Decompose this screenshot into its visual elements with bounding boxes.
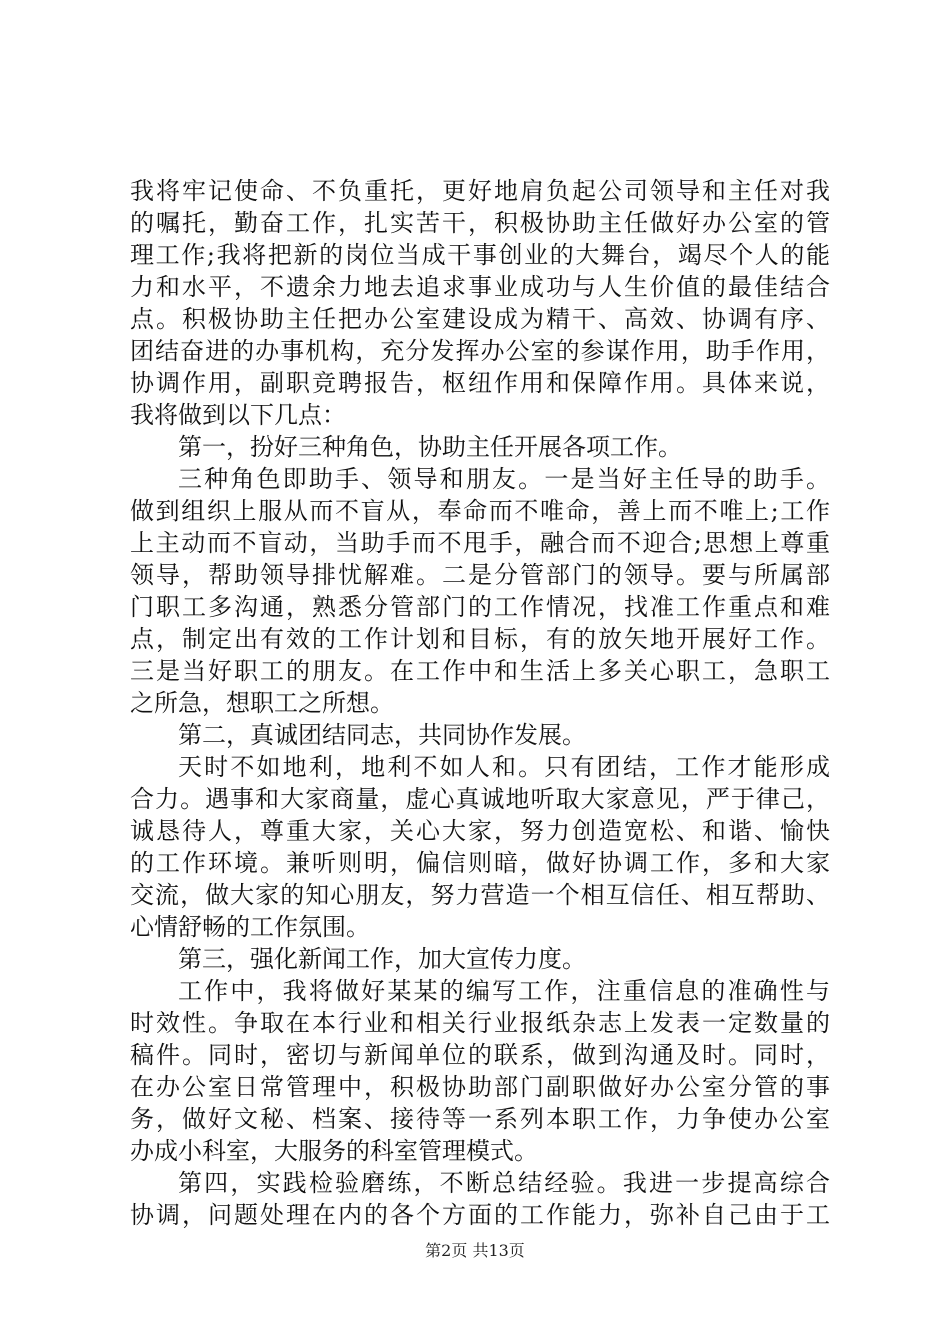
text-line: 天时不如地利，地利不如人和。只有团结，工作才能形成: [178, 753, 830, 781]
section-heading-4: 第四，实践检验磨练，不断总结经验。我进一步提高综合: [178, 1169, 830, 1197]
text-line: 稿件。同时，密切与新闻单位的联系，做到沟通及时。同时，: [130, 1041, 830, 1069]
text-line: 力和水平，不遗余力地去追求事业成功与人生价值的最佳结合: [130, 273, 830, 301]
text-line: 心情舒畅的工作氛围。: [130, 913, 370, 941]
text-line: 交流，做大家的知心朋友，努力营造一个相互信任、相互帮助、: [130, 881, 830, 909]
text-line: 点，制定出有效的工作计划和目标，有的放矢地开展好工作。: [130, 625, 830, 653]
text-line: 做到组织上服从而不盲从，奉命而不唯命，善上而不唯上;工作: [130, 497, 830, 525]
text-line: 协调作用，副职竞聘报告，枢纽作用和保障作用。具体来说，: [130, 369, 830, 397]
text-line: 工作中，我将做好某某的编写工作，注重信息的准确性与: [178, 977, 830, 1005]
text-line: 我将牢记使命、不负重托，更好地肩负起公司领导和主任对我: [130, 177, 830, 205]
text-line: 我将做到以下几点：: [130, 401, 346, 429]
page-number-footer: 第2页 共13页: [425, 1241, 525, 1260]
text-line: 在办公室日常管理中，积极协助部门副职做好办公室分管的事: [130, 1073, 830, 1101]
text-line: 的嘱托，勤奋工作，扎实苦干，积极协助主任做好办公室的管: [130, 209, 830, 237]
text-line: 之所急，想职工之所想。: [130, 689, 394, 717]
section-heading-1: 第一，扮好三种角色，协助主任开展各项工作。: [178, 433, 682, 461]
text-line: 务，做好文秘、档案、接待等一系列本职工作，力争使办公室: [130, 1105, 830, 1133]
section-heading-3: 第三，强化新闻工作，加大宣传力度。: [178, 945, 586, 973]
text-line: 点。积极协助主任把办公室建设成为精干、高效、协调有序、: [130, 305, 830, 333]
text-line: 合力。遇事和大家商量，虚心真诚地听取大家意见，严于律己，: [130, 785, 830, 813]
section-heading-2: 第二，真诚团结同志，共同协作发展。: [178, 721, 586, 749]
text-line: 上主动而不盲动，当助手而不甩手，融合而不迎合;思想上尊重: [130, 529, 830, 557]
text-line: 三种角色即助手、领导和朋友。一是当好主任导的助手。: [178, 465, 830, 493]
document-body: [130, 175, 830, 1231]
text-line: 诚恳待人，尊重大家，关心大家，努力创造宽松、和谐、愉快: [130, 817, 830, 845]
text-line: 办成小科室，大服务的科室管理模式。: [130, 1137, 538, 1165]
text-line: 的工作环境。兼听则明，偏信则暗，做好协调工作，多和大家: [130, 849, 830, 877]
text-line: 三是当好职工的朋友。在工作中和生活上多关心职工，急职工: [130, 657, 830, 685]
text-line: 协调，问题处理在内的各个方面的工作能力，弥补自己由于工: [130, 1201, 830, 1229]
text-line: 团结奋进的办事机构，充分发挥办公室的参谋作用，助手作用，: [130, 337, 830, 365]
text-line: 门职工多沟通，熟悉分管部门的工作情况，找准工作重点和难: [130, 593, 830, 621]
text-line: 理工作;我将把新的岗位当成干事创业的大舞台，竭尽个人的能: [130, 241, 830, 269]
text-line: 领导，帮助领导排忧解难。二是分管部门的领导。要与所属部: [130, 561, 830, 589]
text-line: 时效性。争取在本行业和相关行业报纸杂志上发表一定数量的: [130, 1009, 830, 1037]
